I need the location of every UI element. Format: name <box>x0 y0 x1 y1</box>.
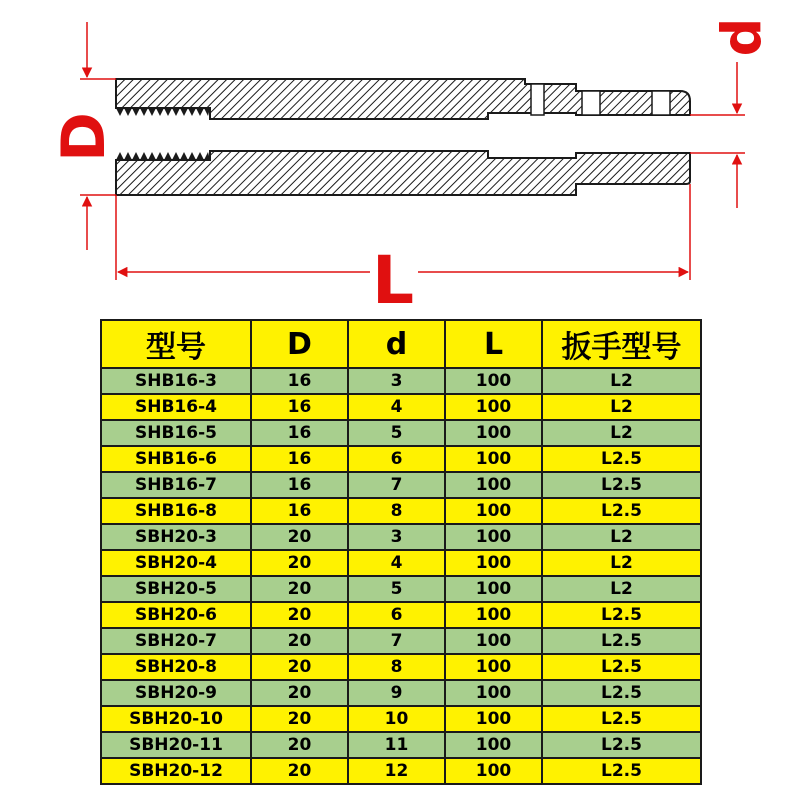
cell-d: 10 <box>348 706 445 732</box>
cell-model: SHB16-3 <box>101 368 251 394</box>
cell-L: 100 <box>445 654 542 680</box>
dim-D-label: D <box>49 112 119 162</box>
cell-wrench: L2.5 <box>542 472 701 498</box>
hex-slot-2 <box>582 91 600 115</box>
internal-thread-top <box>116 108 210 116</box>
cell-D: 20 <box>251 732 348 758</box>
sleeve-top-wall <box>116 79 690 119</box>
cell-wrench: L2.5 <box>542 758 701 784</box>
cell-wrench: L2 <box>542 576 701 602</box>
table-row <box>101 602 701 628</box>
table-row <box>101 758 701 784</box>
cell-wrench: L2.5 <box>542 706 701 732</box>
cell-D: 20 <box>251 628 348 654</box>
cell-d: 7 <box>348 472 445 498</box>
cell-wrench: L2 <box>542 368 701 394</box>
cell-D: 16 <box>251 472 348 498</box>
table-row <box>101 446 701 472</box>
cell-wrench: L2 <box>542 524 701 550</box>
table-row <box>101 654 701 680</box>
cell-D: 16 <box>251 446 348 472</box>
table-row <box>101 394 701 420</box>
cell-d: 8 <box>348 654 445 680</box>
table-row <box>101 576 701 602</box>
cell-wrench: L2.5 <box>542 602 701 628</box>
cell-wrench: L2.5 <box>542 498 701 524</box>
cell-D: 20 <box>251 680 348 706</box>
header-d: d <box>348 320 445 368</box>
cell-L: 100 <box>445 446 542 472</box>
table-row <box>101 498 701 524</box>
cell-d: 4 <box>348 550 445 576</box>
hex-slot-1 <box>531 84 544 115</box>
cell-L: 100 <box>445 394 542 420</box>
cell-D: 20 <box>251 550 348 576</box>
hex-slot-3 <box>652 91 670 115</box>
spec-table <box>100 319 702 785</box>
cell-D: 20 <box>251 758 348 784</box>
cell-wrench: L2.5 <box>542 446 701 472</box>
cell-model: SHB16-5 <box>101 420 251 446</box>
table-row <box>101 472 701 498</box>
table-row <box>101 420 701 446</box>
cell-wrench: L2.5 <box>542 628 701 654</box>
cell-D: 20 <box>251 576 348 602</box>
cell-d: 5 <box>348 420 445 446</box>
table-row <box>101 368 701 394</box>
cell-d: 7 <box>348 628 445 654</box>
cell-model: SBH20-5 <box>101 576 251 602</box>
cell-model: SHB16-7 <box>101 472 251 498</box>
table-row <box>101 732 701 758</box>
cell-d: 8 <box>348 498 445 524</box>
cell-d: 4 <box>348 394 445 420</box>
cell-model: SHB16-6 <box>101 446 251 472</box>
cell-model: SBH20-11 <box>101 732 251 758</box>
cell-model: SBH20-10 <box>101 706 251 732</box>
dim-d-label: d <box>710 17 774 57</box>
cell-d: 9 <box>348 680 445 706</box>
table-header-row <box>101 320 701 368</box>
header-model: 型号 <box>101 320 251 368</box>
cell-model: SBH20-8 <box>101 654 251 680</box>
cell-L: 100 <box>445 758 542 784</box>
table-row <box>101 524 701 550</box>
cell-wrench: L2.5 <box>542 654 701 680</box>
cell-d: 11 <box>348 732 445 758</box>
table-row <box>101 628 701 654</box>
cell-D: 20 <box>251 654 348 680</box>
cell-L: 100 <box>445 550 542 576</box>
cell-d: 3 <box>348 524 445 550</box>
cell-wrench: L2 <box>542 394 701 420</box>
cell-L: 100 <box>445 420 542 446</box>
cell-d: 3 <box>348 368 445 394</box>
cell-wrench: L2.5 <box>542 680 701 706</box>
table-row <box>101 706 701 732</box>
cell-L: 100 <box>445 680 542 706</box>
cell-d: 6 <box>348 446 445 472</box>
header-D: D <box>251 320 348 368</box>
cell-d: 12 <box>348 758 445 784</box>
cell-D: 16 <box>251 394 348 420</box>
cell-D: 16 <box>251 498 348 524</box>
cell-D: 16 <box>251 420 348 446</box>
cell-model: SHB16-8 <box>101 498 251 524</box>
cell-model: SBH20-7 <box>101 628 251 654</box>
internal-thread-bottom <box>116 152 210 160</box>
cell-D: 16 <box>251 368 348 394</box>
cell-D: 20 <box>251 524 348 550</box>
table-row <box>101 550 701 576</box>
table-row <box>101 680 701 706</box>
cell-wrench: L2 <box>542 550 701 576</box>
cell-L: 100 <box>445 472 542 498</box>
cell-L: 100 <box>445 732 542 758</box>
cell-L: 100 <box>445 368 542 394</box>
dim-L-label: L <box>371 242 415 312</box>
cell-model: SHB16-4 <box>101 394 251 420</box>
cell-model: SBH20-9 <box>101 680 251 706</box>
cell-L: 100 <box>445 602 542 628</box>
cell-L: 100 <box>445 524 542 550</box>
cell-L: 100 <box>445 706 542 732</box>
cell-d: 6 <box>348 602 445 628</box>
header-L: L <box>445 320 542 368</box>
cell-D: 20 <box>251 706 348 732</box>
cell-model: SBH20-12 <box>101 758 251 784</box>
cell-model: SBH20-6 <box>101 602 251 628</box>
cell-wrench: L2 <box>542 420 701 446</box>
cell-d: 5 <box>348 576 445 602</box>
cell-L: 100 <box>445 576 542 602</box>
cell-wrench: L2.5 <box>542 732 701 758</box>
cell-L: 100 <box>445 628 542 654</box>
sleeve-cross-section-drawing <box>0 0 800 312</box>
cell-model: SBH20-3 <box>101 524 251 550</box>
cell-L: 100 <box>445 498 542 524</box>
header-wrench-model: 扳手型号 <box>542 320 701 368</box>
cell-D: 20 <box>251 602 348 628</box>
cell-model: SBH20-4 <box>101 550 251 576</box>
